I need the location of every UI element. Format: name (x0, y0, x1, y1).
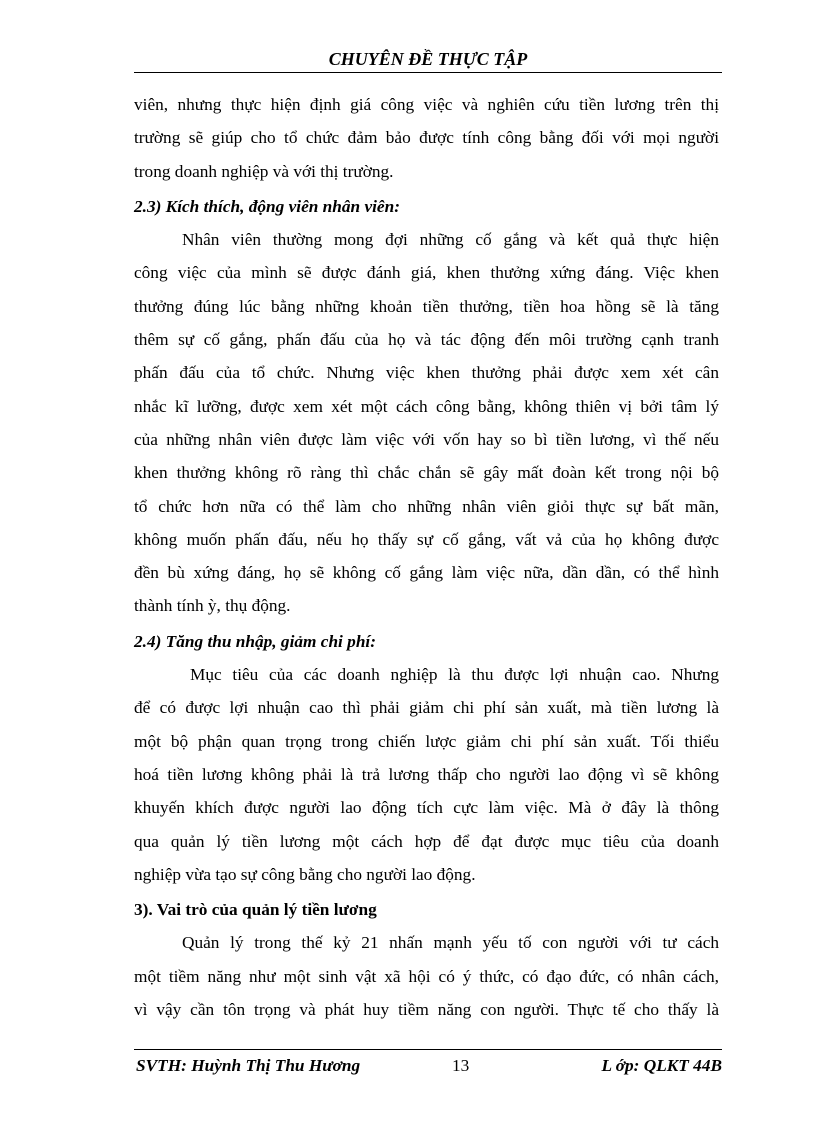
page-number: 13 (452, 1056, 470, 1075)
text-line: thưởng đúng lúc bằng những khoản tiền thưởng, tiền hoa hồng sẽ là tăng (134, 296, 719, 316)
section-heading-2-3: 2.3) Kích thích, động viên nhân viên: (134, 196, 400, 216)
section-heading-3: 3). Vai trò của quản lý tiền lương (134, 900, 377, 920)
text-line: thêm sự cố gắng, phấn đấu của họ và tác động đến môi trường cạnh tranh (134, 330, 719, 350)
text-line: nhắc kĩ lưỡng, được xem xét một cách công bằng, không thiên vị bởi tâm lý (134, 396, 719, 416)
text-line: để có được lợi nhuận cao thì phải giảm chi phí sản xuất, mà tiền lương là (134, 698, 719, 718)
text-line: hoá tiền lương không phải là trả lương thấp cho người lao động vì sẽ không (134, 764, 719, 784)
text-line: thành tính ỳ, thụ động. (134, 596, 291, 616)
text-line: phấn đấu của tổ chức. Nhưng việc khen thưởng phải được xem xét cân (134, 363, 719, 383)
text-line: một tiềm năng như một sinh vật xã hội có ý thức, có đạo đức, có nhân cách, (134, 966, 719, 986)
text-line: một bộ phận quan trọng trong chiến lược giảm chi phí sản xuất. Tối thiểu (134, 731, 719, 751)
text-line: Quản lý trong thế kỷ 21 nhấn mạnh yếu tố con người với tư cách (182, 933, 719, 953)
text-line: qua quản lý tiền lương một cách hợp để đạt được mục tiêu của doanh (134, 831, 719, 851)
text-line: không muốn phấn đấu, nếu họ thấy sự cố gắng, vất vả của họ không được (134, 529, 719, 549)
footer-author: SVTH: Huỳnh Thị Thu Hương (136, 1056, 361, 1075)
paragraph-motivation (134, 223, 719, 623)
text-line: tổ chức hơn nữa có thể làm cho những nhân viên giỏi thực sự bất mãn, (134, 496, 719, 516)
page-footer (134, 1049, 722, 1080)
text-line: Nhân viên thường mong đợi những cố gắng và kết quả thực hiện (182, 230, 719, 250)
text-line: trường sẽ giúp cho tổ chức đảm bảo được tính công bằng đối với mọi người (134, 128, 719, 148)
text-line: viên, nhưng thực hiện định giá công việc và nghiên cứu tiền lương trên thị (134, 95, 719, 114)
page-body (134, 88, 719, 1026)
section-heading-2-4: 2.4) Tăng thu nhập, giảm chi phí: (134, 631, 376, 651)
page-header-title: CHUYÊN ĐỀ THỰC TẬP (134, 46, 722, 73)
text-line: nghiệp vừa tạo sự công bằng cho người lao động. (134, 864, 476, 884)
text-line: của những nhân viên được làm việc với vốn hay so bì tiền lương, vì thế nếu (134, 429, 719, 449)
text-line: công việc của mình sẽ được đánh giá, khen thưởng xứng đáng. Việc khen (134, 263, 719, 283)
text-line: khuyến khích được người lao động tích cực làm việc. Mà ở đây là thông (134, 798, 719, 818)
text-line: trong doanh nghiệp và với thị trường. (134, 161, 394, 181)
text-line: Mục tiêu của các doanh nghiệp là thu được lợi nhuận cao. Nhưng (190, 665, 719, 685)
text-line: vì vậy cần tôn trọng và phát huy tiềm năng con người. Thực tế cho thấy là (134, 1000, 719, 1020)
text-line: đền bù xứng đáng, họ sẽ không cố gắng làm việc nữa, dần dần, có thể hình (134, 563, 719, 583)
paragraph-continuation (134, 88, 719, 188)
text-line: khen thưởng không rõ ràng thì chắc chắn sẽ gây mất đoàn kết trong nội bộ (134, 463, 719, 483)
paragraph-income (134, 658, 719, 891)
paragraph-management-role (134, 926, 719, 1026)
footer-class: L ớp: QLKT 44B (601, 1056, 722, 1075)
